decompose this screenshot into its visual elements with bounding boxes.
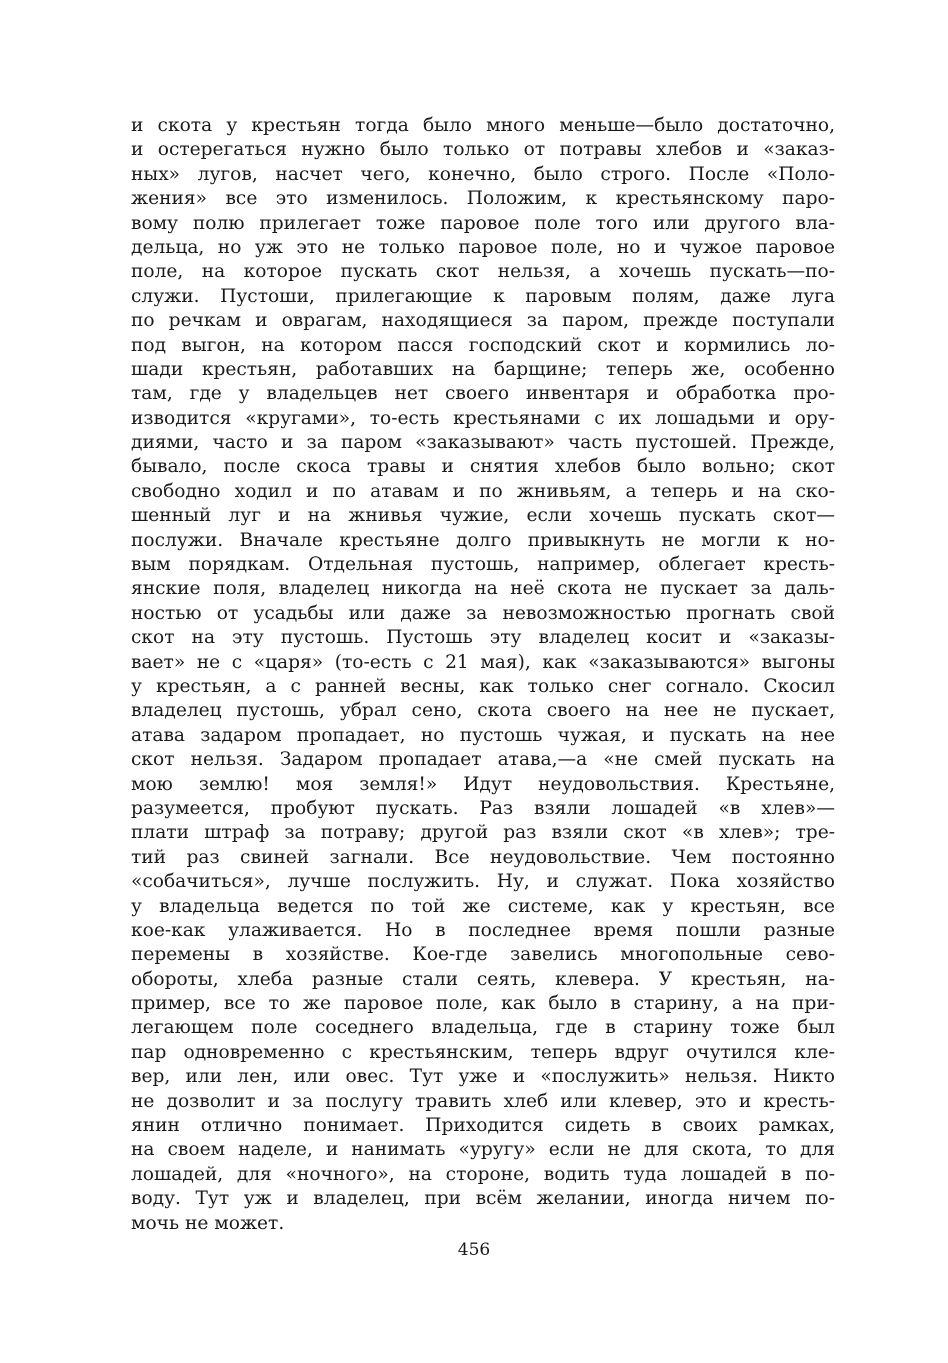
text-line: ностью от усадьбы или даже за невозможностью прогнать свой: [131, 602, 835, 624]
text-line: свободно ходил и по атавам и по жнивьям, а теперь и на ско-: [131, 480, 835, 502]
text-line: легающем поле соседнего владельца, где в старину тоже был: [131, 1017, 835, 1039]
text-line: там, где у владельцев нет своего инвентаря и обработка про-: [131, 383, 835, 405]
text-line: перемены в хозяйстве. Кое-где завелись многопольные сево-: [131, 944, 835, 966]
text-line: скот на эту пустошь. Пустошь эту владелец косит и «заказы-: [131, 627, 835, 649]
text-line: вым порядкам. Отдельная пустошь, например, облегает кресть-: [131, 554, 835, 576]
text-line: ных» лугов, насчет чего, конечно, было строго. После «Поло-: [131, 163, 835, 185]
text-line: вер, или лен, или овес. Тут уже и «послужить» нельзя. Никто: [131, 1066, 835, 1088]
text-line: разумеется, пробуют пускать. Раз взяли лошадей «в хлев»—: [131, 797, 835, 819]
text-line: лошадей, для «ночного», на стороне, водить туда лошадей в по-: [131, 1163, 835, 1185]
text-line: диями, часто и за паром «заказывают» часть пустошей. Прежде,: [131, 432, 835, 454]
text-line: поле, на которое пускать скот нельзя, а хочешь пускать—по-: [131, 261, 835, 283]
text-line: «собачиться», лучше послужить. Ну, и служат. Пока хозяйство: [131, 871, 835, 893]
body-text: [131, 114, 835, 1236]
text-line: шади крестьян, работавших на барщине; теперь же, особенно: [131, 358, 835, 380]
text-line: пример, все то же паровое поле, как было в старину, а на при-: [131, 993, 835, 1015]
text-line: бывало, после скоса травы и снятия хлебов было вольно; скот: [131, 456, 835, 478]
text-line: на своем наделе, и нанимать «уругу» если не для скота, то для: [131, 1139, 835, 1161]
text-line: янские поля, владелец никогда на неё скота не пускает за даль-: [131, 578, 835, 600]
text-line: обороты, хлеба разные стали сеять, клевера. У крестьян, на-: [131, 968, 835, 990]
text-line: у владельца ведется по той же системе, как у крестьян, все: [131, 895, 835, 917]
text-line: у крестьян, а с ранней весны, как только снег согнало. Скосил: [131, 675, 835, 697]
text-line: шенный луг и на жнивья чужие, если хочешь пускать скот—: [131, 505, 835, 527]
text-line: вает» не с «царя» (то-есть с 21 мая), как «заказываются» выгоны: [131, 651, 835, 673]
text-line: кое-как улаживается. Но в последнее время пошли разные: [131, 919, 835, 941]
text-line: изводится «кругами», то-есть крестьянами с их лошадьми и ору-: [131, 407, 835, 429]
text-line: скот нельзя. Задаром пропадает атава,—а «не смей пускать на: [131, 749, 835, 771]
text-line: атава задаром пропадает, но пустошь чужая, и пускать на нее: [131, 724, 835, 746]
text-line: под выгон, на котором пасся господский скот и кормились ло-: [131, 334, 835, 356]
text-line: янин отлично понимает. Приходится сидеть в своих рамках,: [131, 1115, 835, 1137]
text-line: плати штраф за потраву; другой раз взяли скот «в хлев»; тре-: [131, 822, 835, 844]
text-line: тий раз свиней загнали. Все неудовольствие. Чем постоянно: [131, 846, 835, 868]
text-line: пар одновременно с крестьянским, теперь вдруг очутился кле-: [131, 1041, 835, 1063]
text-line: и остерегаться нужно было только от потравы хлебов и «заказ-: [131, 139, 835, 161]
text-line: дельца, но уж это не только паровое поле, но и чужое паровое: [131, 236, 835, 258]
text-line: служи. Пустоши, прилегающие к паровым полям, даже луга: [131, 285, 835, 307]
text-line: и скота у крестьян тогда было много меньше—было достаточно,: [131, 115, 835, 136]
text-line: мою землю! моя земля!» Идут неудовольствия. Крестьяне,: [131, 773, 835, 795]
text-line: мочь не может.: [131, 1212, 285, 1234]
page-number: 456: [457, 1240, 491, 1260]
text-line: жения» все это изменилось. Положим, к крестьянскому паро-: [131, 188, 835, 210]
text-line: послужи. Вначале крестьяне долго привыкнуть не могли к но-: [131, 529, 835, 551]
text-line: владелец пустошь, убрал сено, скота своего на нее не пускает,: [131, 700, 835, 722]
text-line: воду. Тут уж и владелец, при всём желании, иногда ничем по-: [131, 1188, 835, 1210]
text-line: по речкам и оврагам, находящиеся за паром, прежде поступали: [131, 310, 835, 332]
text-line: не дозволит и за послугу травить хлеб или клевер, это и кресть-: [131, 1090, 835, 1112]
text-line: вому полю прилегает тоже паровое поле того или другого вла-: [131, 212, 835, 234]
